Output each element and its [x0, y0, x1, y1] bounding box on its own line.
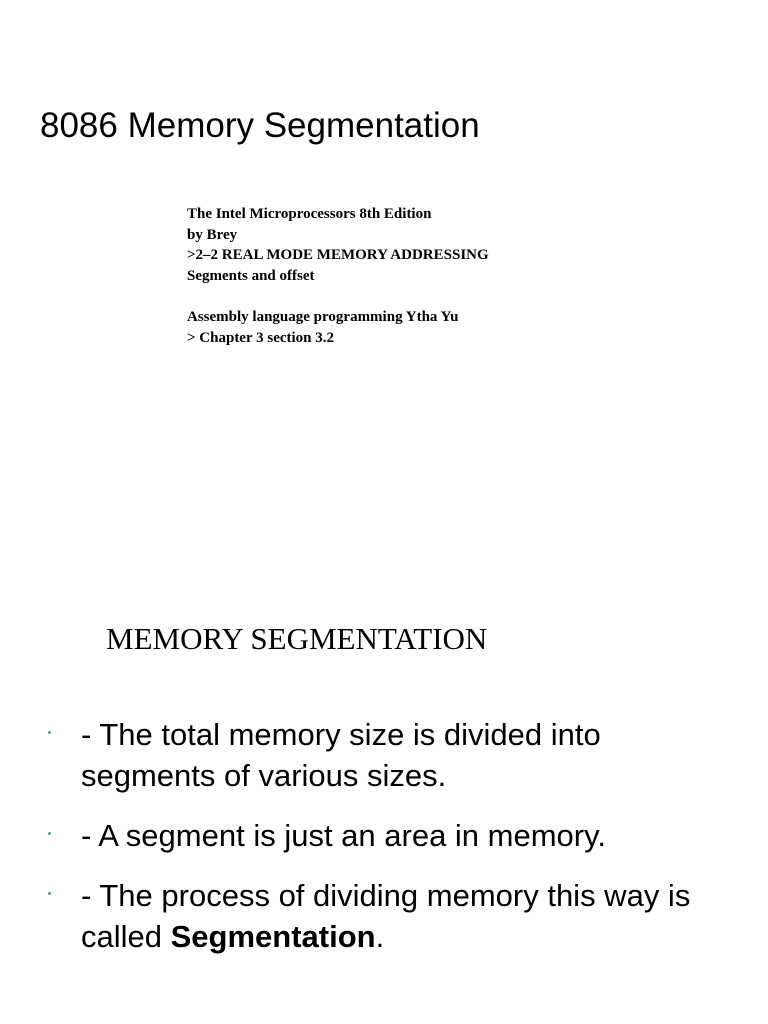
slide-title: 8086 Memory Segmentation — [40, 106, 480, 145]
bullet-dot-icon — [48, 832, 51, 835]
bullet-dot-icon — [48, 892, 51, 895]
bullet-item — [0, 714, 768, 796]
bullet-dot-icon — [48, 731, 51, 734]
bullet-text: - The total memory size is divided into segments of various sizes. — [81, 717, 601, 793]
reference-book-title: The Intel Microprocessors 8th Edition — [187, 206, 432, 222]
bullet-item — [0, 815, 768, 856]
bullet-list — [0, 714, 768, 957]
bullet-text-before: - The process of dividing memory this way is called — [81, 878, 691, 954]
reference-book-title-2: Assembly language programming Ytha Yu — [187, 308, 459, 325]
reference-block — [187, 204, 489, 348]
bullet-text-after: . — [375, 919, 385, 954]
bullet-item — [0, 875, 768, 957]
reference-chapter: > Chapter 3 section 3.2 — [187, 329, 335, 346]
reference-topic: Segments and offset — [187, 267, 315, 284]
section-heading: MEMORY SEGMENTATION — [106, 621, 488, 656]
reference-author: by Brey — [187, 226, 238, 243]
bullet-bold-term: Segmentation — [170, 919, 376, 954]
reference-section: >2–2 REAL MODE MEMORY ADDRESSING — [187, 247, 489, 264]
bullet-text: - A segment is just an area in memory. — [81, 818, 606, 853]
reference-spacer — [187, 286, 489, 307]
